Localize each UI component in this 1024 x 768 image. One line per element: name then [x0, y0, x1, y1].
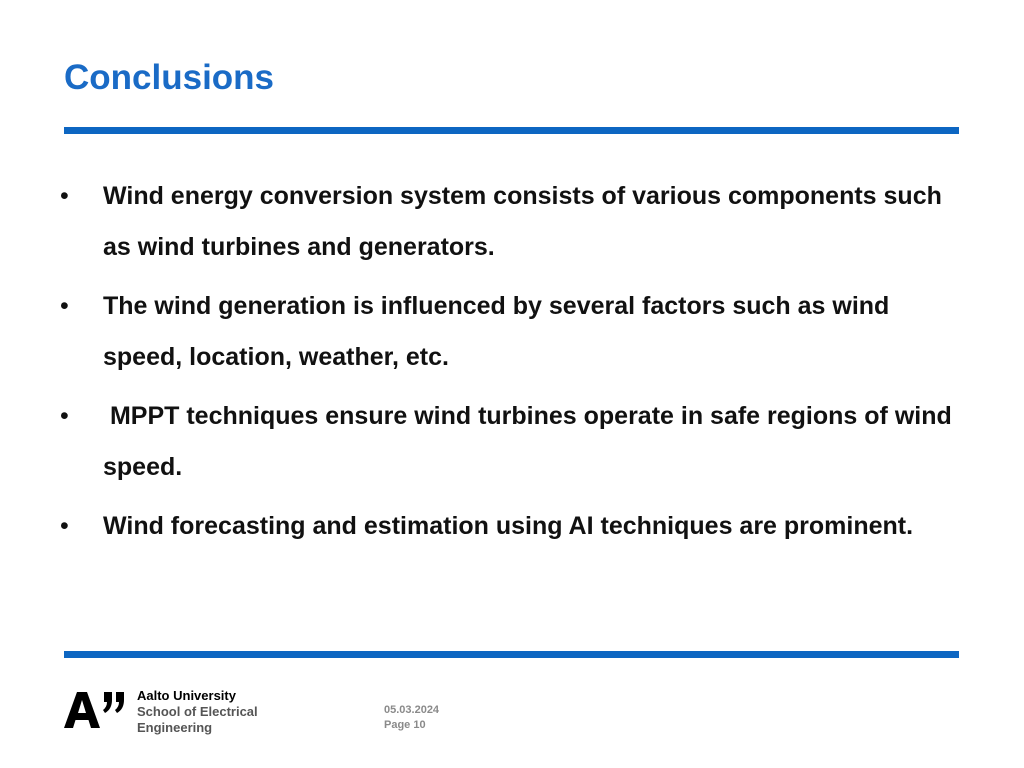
bullet-item — [60, 391, 970, 493]
bullet-text: MPPT techniques ensure wind turbines operate in safe regions of wind speed. — [103, 402, 959, 481]
slide-title: Conclusions — [64, 58, 275, 97]
bullet-icon: • — [60, 182, 69, 210]
org-line-department: Engineering — [137, 720, 213, 735]
bullet-text: The wind generation is influenced by several factors such as wind speed, location, weather, etc. — [103, 292, 897, 371]
bullet-list — [60, 171, 970, 560]
footer-divider — [64, 651, 959, 658]
slide-date: 05.03.2024 — [384, 704, 440, 716]
bullet-item — [60, 171, 970, 273]
page-number: Page 10 — [384, 719, 426, 731]
aalto-a-logo-icon — [64, 690, 128, 730]
bullet-item — [60, 501, 970, 552]
title-divider — [64, 127, 959, 134]
organization-name — [137, 688, 258, 736]
bullet-text: Wind forecasting and estimation using AI techniques are prominent. — [103, 512, 914, 540]
bullet-text: Wind energy conversion system consists of various components such as wind turbines and generators. — [103, 182, 949, 261]
org-line-school: School of Electrical — [137, 704, 258, 719]
bullet-icon: • — [60, 402, 69, 430]
footer-meta — [384, 703, 439, 733]
bullet-item — [60, 281, 970, 383]
bullet-icon: • — [60, 292, 69, 320]
org-line-university: Aalto University — [137, 688, 236, 703]
bullet-icon: • — [60, 512, 69, 540]
